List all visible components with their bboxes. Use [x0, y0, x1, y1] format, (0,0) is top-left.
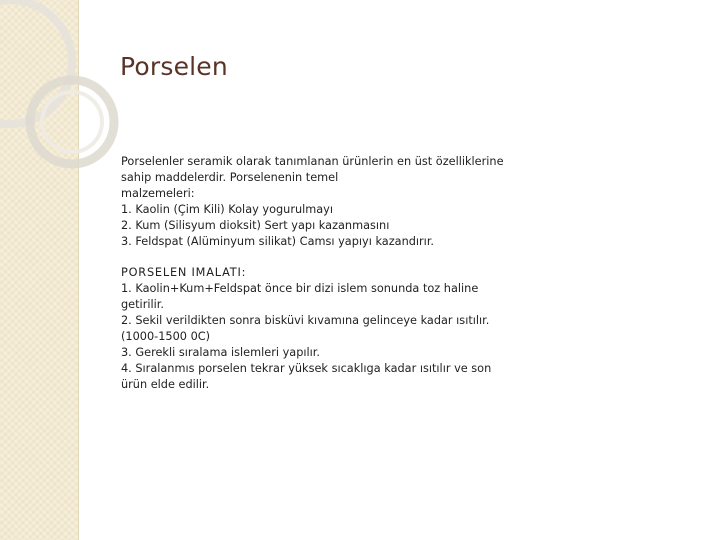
process-line: getirilir.: [121, 298, 164, 312]
section-heading: PORSELEN IMALATI:: [121, 266, 247, 280]
process-line: 4. Sıralanmıs porselen tekrar yüksek sıcaklıga kadar ısıtılır ve son: [121, 361, 492, 375]
slide-title: Porselen: [120, 52, 228, 81]
intro-line: Porselenler seramik olarak tanımlanan ürünlerin en üst özelliklerine: [121, 155, 504, 168]
process-line: 3. Gerekli sıralama islemleri yapılır.: [121, 345, 320, 359]
intro-line: sahip maddelerdir. Porselenenin temel: [121, 170, 339, 184]
decorative-rings: [0, 0, 140, 220]
process-line: (1000-1500 0C): [121, 330, 211, 344]
intro-line: malzemeleri:: [121, 186, 195, 200]
intro-line: 3. Feldspat (Alüminyum silikat) Camsı yapıyı kazandırır.: [121, 234, 435, 248]
small-ring-inner: [42, 92, 102, 152]
intro-line: 1. Kaolin (Çim Kili) Kolay yogurulmayı: [121, 202, 334, 216]
slide-body: [121, 154, 591, 393]
paragraph-gap: [121, 249, 591, 265]
process-line: 1. Kaolin+Kum+Feldspat önce bir dizi islem sonunda toz haline: [121, 282, 479, 296]
intro-line: 2. Kum (Silisyum dioksit) Sert yapı kazanmasını: [121, 218, 390, 232]
process-line: 2. Sekil verildikten sonra bisküvi kıvamına gelinceye kadar ısıtılır.: [121, 314, 490, 328]
process-line: ürün elde edilir.: [121, 377, 210, 391]
